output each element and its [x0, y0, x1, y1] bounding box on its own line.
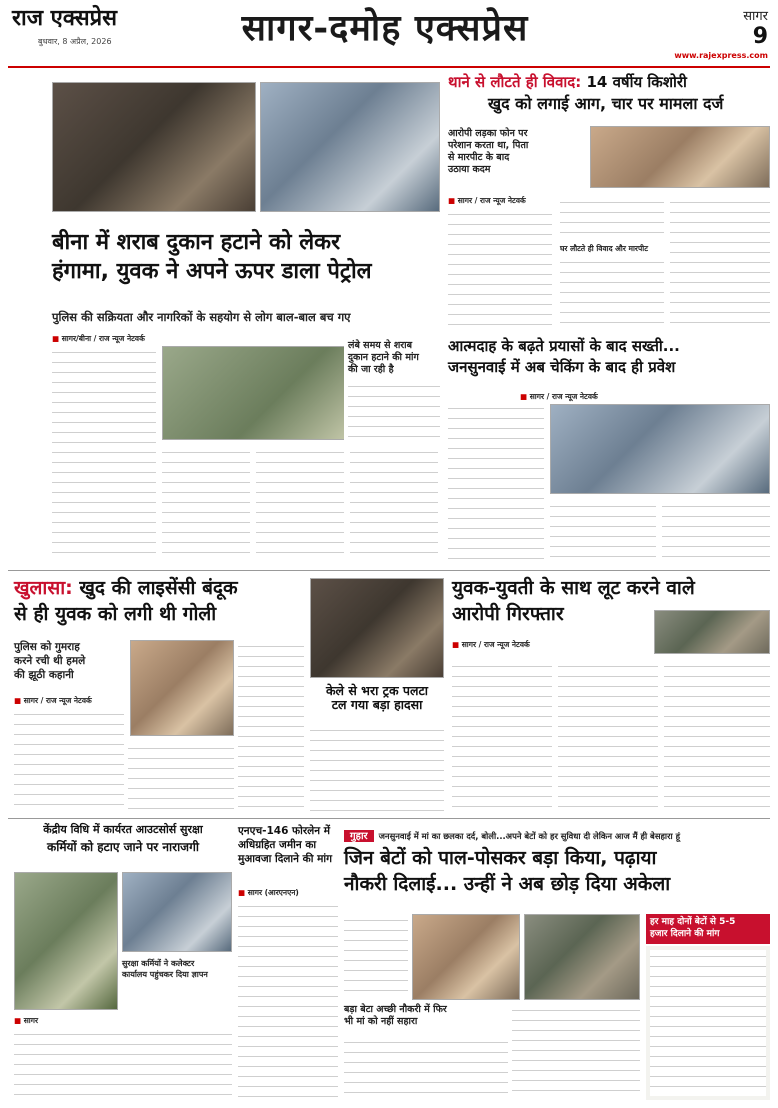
website-link[interactable]: www.rajexpress.com: [674, 51, 768, 60]
fire-girl-headline-part: 14 वर्षीय किशोरी: [586, 73, 687, 91]
mother-subhead: [344, 1004, 508, 1034]
land-headline: [238, 824, 338, 882]
liquor-byline: ■ सागर/बीना / राज न्यूज नेटवर्क: [52, 334, 145, 344]
fire-girl-sub-2: परेशान करता था, पिता: [448, 140, 529, 151]
page-number: 9: [752, 24, 768, 49]
mother-sidebar-2: हजार दिलाने की मांग: [650, 929, 720, 939]
fire-girl-headline-line2: खुद को लगाई आग, चार पर मामला दर्ज: [488, 94, 724, 114]
outsource-caption: [122, 958, 232, 992]
mother-sub-2: भी मां को नहीं सहारा: [344, 1016, 418, 1027]
liquor-quote-1: लंबे समय से शराब: [348, 340, 413, 351]
outsource-headline-1: केंद्रीय विधि में कार्यरत आउटसोर्स सुरक्षा: [43, 823, 203, 836]
section-divider-1: [8, 570, 770, 571]
liquor-quote-3: की जा रही है: [348, 364, 394, 375]
outsource-photo-1: [14, 872, 118, 1010]
gun-col-2: [128, 742, 234, 814]
masthead-page-block: [638, 6, 768, 60]
gun-side-1: पुलिस को गुमराह: [14, 641, 80, 653]
suicide-headline-line1: आत्मदाह के बढ़ते प्रयासों के बाद सख्ती...: [448, 337, 680, 355]
loot-headline-line1: युवक-युवती के साथ लूट करने वाले: [452, 577, 695, 599]
outsource-photo-2: [122, 872, 232, 952]
mother-sidebar-1: हर माह दोनों बेटों से 5-5: [650, 917, 736, 927]
fire-girl-subhead: [448, 128, 584, 190]
land-headline-3: मुआवजा दिलाने की मांग: [238, 853, 332, 865]
issue-date: बुधवार, 8 अप्रैल, 2026: [38, 37, 112, 46]
city-label: सागर: [743, 9, 768, 24]
liquor-photo-1: [52, 82, 256, 212]
outsource-headline: [14, 824, 232, 866]
gun-photo: [130, 640, 234, 736]
mother-topline: [344, 824, 770, 842]
gun-col-3: [238, 640, 304, 814]
fire-girl-col-1: [448, 208, 552, 326]
mother-col-1: [344, 914, 408, 1000]
suicide-photo: [550, 404, 770, 494]
liquor-quote-box: [344, 336, 444, 440]
fire-girl-headline: [448, 74, 770, 124]
suicide-byline: ■ सागर / राज न्यूज नेटवर्क: [520, 392, 598, 402]
mother-sidebar-body: [646, 946, 770, 1100]
gun-side-box: [14, 640, 126, 690]
fire-girl-sub-4: उठाया कदम: [448, 164, 491, 175]
suicide-headline-line2: जनसुनवाई में अब चेकिंग के बाद ही प्रवेश: [448, 358, 676, 377]
mother-sub-1: बड़ा बेटा अच्छी नौकरी में फिर: [344, 1004, 447, 1015]
liquor-col-3: [256, 446, 344, 562]
liquor-col-4: [350, 446, 438, 562]
section-divider-2: [8, 818, 770, 819]
gun-kicker: खुलासा:: [14, 577, 73, 599]
gun-side-3: की झूठी कहानी: [14, 669, 74, 681]
land-col: [238, 900, 338, 1100]
liquor-subhead: पुलिस की सक्रियता और नागरिकों के सहयोग से लोग बाल-बाल बच गए: [52, 310, 351, 324]
loot-col-1: [452, 660, 552, 814]
fire-girl-photo: [590, 126, 770, 188]
loot-col-2: [558, 660, 658, 814]
mother-headline: [344, 848, 770, 908]
gun-headline-line2: से ही युवक को लगी थी गोली: [14, 602, 217, 625]
suicide-col-1: [448, 402, 544, 562]
suicide-col-3: [662, 500, 770, 562]
mother-kicker: गुहार: [344, 830, 374, 842]
mother-photo-1: [412, 914, 520, 1000]
masthead-divider: [8, 66, 770, 68]
truck-photo: [310, 578, 444, 678]
masthead-brand-block: [8, 6, 148, 64]
gun-byline: ■ सागर / राज न्यूज नेटवर्क: [14, 696, 92, 706]
liquor-headline-line2: हंगामा, युवक ने अपने ऊपर डाला पेट्रोल: [52, 259, 372, 285]
loot-col-3: [664, 660, 770, 814]
suicide-headline: [448, 338, 770, 386]
outsource-col: [14, 1028, 232, 1100]
mother-photo-2: [524, 914, 640, 1000]
fire-girl-col-2: [560, 196, 664, 326]
edition-title: सागर-दमोह एक्सप्रेस: [241, 7, 529, 49]
fire-girl-kicker: थाने से लौटते ही विवाद:: [448, 73, 582, 91]
fire-girl-sub-1: आरोपी लड़का फोन पर: [448, 128, 528, 139]
brand-name: राज एक्सप्रेस: [12, 6, 117, 31]
mother-top-line: जनसुनवाई में मां का छलका दर्द, बोली...अपने बेटों को हर सुविधा दी लेकिन आज मैं ही बेसहारा हूं: [378, 831, 681, 841]
land-headline-2: अधिग्रहित जमीन का: [238, 839, 317, 851]
liquor-photo-2: [260, 82, 440, 212]
liquor-quote-2: दुकान हटाने की मांग: [348, 352, 419, 363]
loot-byline: ■ सागर / राज न्यूज नेटवर्क: [452, 640, 530, 650]
truck-caption: [310, 684, 444, 720]
outsource-caption-1: सुरक्षा कर्मियों ने कलेक्टर: [122, 959, 195, 968]
gun-headline-line1: खुद की लाइसेंसी बंदूक: [79, 577, 238, 599]
outsource-byline: ■ सागर: [14, 1016, 38, 1026]
outsource-headline-2: कर्मियों को हटाए जाने पर नाराजगी: [47, 839, 199, 854]
liquor-headline-line1: बीना में शराब दुकान हटाने को लेकर: [52, 230, 341, 255]
loot-headline-line2: आरोपी गिरफ्तार: [452, 602, 564, 625]
mother-col-3: [512, 1004, 640, 1100]
mother-headline-2: नौकरी दिलाई... उन्हीं ने अब छोड़ दिया अकेला: [344, 872, 671, 895]
suicide-col-2: [550, 500, 656, 562]
gun-side-2: करने रची थी हमले: [14, 655, 86, 667]
truck-caption-1: केले से भरा ट्रक पलटा: [325, 683, 429, 698]
masthead-title-block: [170, 2, 600, 58]
land-byline: ■ सागर (आरएनएन): [238, 888, 299, 898]
land-headline-1: एनएच-146 फोरलेन में: [238, 825, 331, 837]
fire-girl-byline: ■ सागर / राज न्यूज नेटवर्क: [448, 196, 526, 206]
mother-headline-1: जिन बेटों को पाल-पोसकर बड़ा किया, पढ़ाया: [344, 847, 657, 869]
fire-girl-sub-3: से मारपीट के बाद: [448, 152, 510, 163]
liquor-headline: [52, 230, 444, 304]
liquor-col-2: [162, 446, 250, 562]
gun-headline: [14, 578, 304, 634]
mother-col-2: [344, 1036, 508, 1100]
mother-sidebar-head: [646, 914, 770, 944]
fire-girl-inline-head: घर लौटते ही विवाद और मारपीट: [560, 244, 648, 253]
truck-col: [310, 724, 444, 814]
loot-photo: [654, 610, 770, 654]
truck-caption-2: टल गया बड़ा हादसा: [331, 697, 423, 713]
liquor-col-1: [52, 346, 156, 562]
gun-col-1: [14, 708, 124, 814]
fire-girl-col-3: [670, 196, 770, 326]
outsource-caption-2: कार्यालय पहुंचकर दिया ज्ञापन: [122, 970, 208, 979]
